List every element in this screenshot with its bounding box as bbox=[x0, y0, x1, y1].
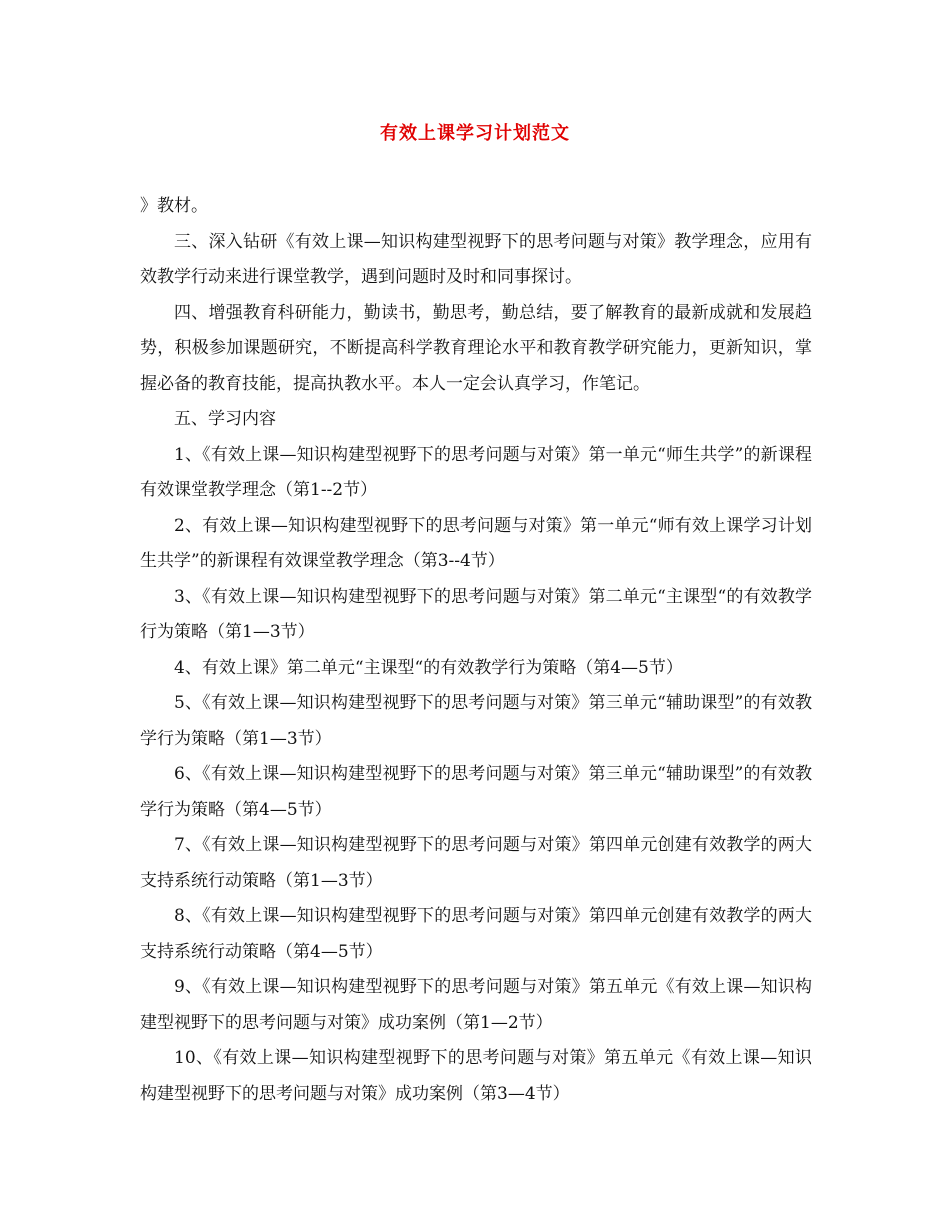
list-item-5: 5、《有效上课—知识构建型视野下的思考问题与对策》第三单元“辅助课型”的有效教学行为策略（第1—3节） bbox=[140, 693, 812, 749]
list-item-1: 1、《有效上课—知识构建型视野下的思考问题与对策》第一单元“师生共学”的新课程有效课堂教学理念（第1--2节） bbox=[140, 444, 812, 500]
list-item-8: 8、《有效上课—知识构建型视野下的思考问题与对策》第四单元创建有效教学的两大支持系统行动策略（第4—5节） bbox=[140, 906, 812, 962]
document-body bbox=[140, 189, 812, 1112]
list-item-6: 6、《有效上课—知识构建型视野下的思考问题与对策》第三单元“辅助课型”的有效教学行为策略（第4—5节） bbox=[140, 764, 812, 820]
list-item-4: 4、有效上课》第二单元“主课型“的有效教学行为策略（第4—5节） bbox=[174, 657, 683, 678]
list-item-7: 7、《有效上课—知识构建型视野下的思考问题与对策》第四单元创建有效教学的两大支持系统行动策略（第1—3节） bbox=[140, 835, 812, 891]
list-item-2: 2、有效上课—知识构建型视野下的思考问题与对策》第一单元“师有效上课学习计划生共学”的新课程有效课堂教学理念（第3--4节） bbox=[140, 515, 812, 571]
list-item-10: 10、《有效上课—知识构建型视野下的思考问题与对策》第五单元《有效上课—知识构建型视野下的思考问题与对策》成功案例（第3—4节） bbox=[140, 1048, 812, 1104]
paragraph-item-4: 四、增强教育科研能力，勤读书，勤思考，勤总结，要了解教育的最新成就和发展趋势，积极参加课题研究，不断提高科学教育理论水平和教育教学研究能力，更新知识，掌握必备的教育技能，提高执教水平。本人一定会认真学习，作笔记。 bbox=[140, 302, 812, 394]
section-heading-study-content: 五、学习内容 bbox=[174, 409, 276, 429]
document-title: 有效上课学习计划范文 bbox=[380, 123, 570, 144]
list-item-3: 3、《有效上课—知识构建型视野下的思考问题与对策》第二单元“主课型“的有效教学行为策略（第1—3节） bbox=[140, 586, 812, 642]
paragraph-item-3: 三、深入钻研《有效上课—知识构建型视野下的思考问题与对策》教学理念，应用有效教学行动来进行课堂教学，遇到问题时及时和同事探讨。 bbox=[140, 231, 812, 287]
list-item-9: 9、《有效上课—知识构建型视野下的思考问题与对策》第五单元《有效上课—知识构建型视野下的思考问题与对策》成功案例（第1—2节） bbox=[140, 977, 812, 1033]
paragraph-continuation: 》教材。 bbox=[140, 196, 208, 216]
